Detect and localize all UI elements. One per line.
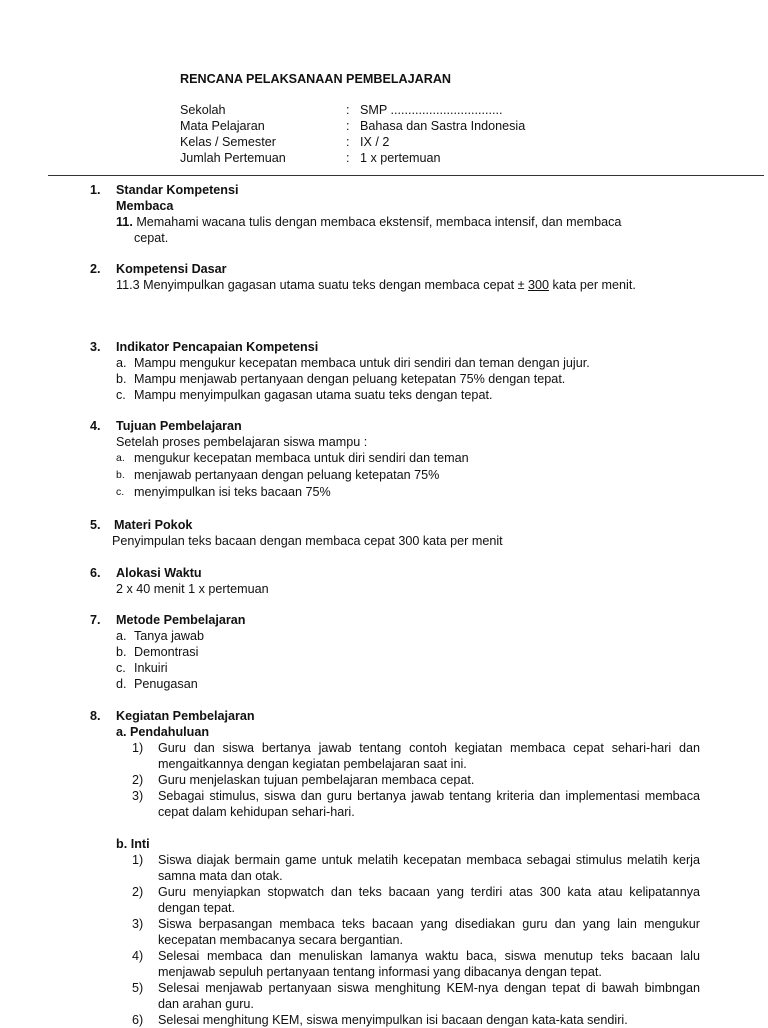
list-text: Mampu menyimpulkan gagasan utama suatu teks dengan tepat. [134, 388, 493, 402]
text-post: kata per menit. [549, 278, 636, 292]
section-heading [90, 261, 700, 277]
section-number: 5. [90, 518, 101, 532]
step-number: 6) [132, 1013, 144, 1027]
section-title: Standar Kompetensi [116, 183, 239, 197]
section-heading [90, 182, 700, 198]
step-item [90, 740, 700, 772]
section-number: 4. [90, 419, 101, 433]
step-text: Selesai menjawab pertanyaan siswa menghitung KEM-nya dengan tepat di bawah bimbngan dan arahan guru. [158, 981, 700, 1011]
identity-table [180, 102, 525, 166]
list-item [90, 644, 700, 660]
step-text: Selesai membaca dan menuliskan lamanya waktu baca, siswa menutup teks bacaan lalu menjawab sepuluh pertanyaan tentang informasi yang dibacanya dengan tepat. [158, 949, 700, 979]
step-item [90, 884, 700, 916]
step-item [90, 948, 700, 980]
list-marker: b. [116, 469, 125, 481]
list-item [90, 660, 700, 676]
step-item [90, 980, 700, 1012]
info-row-kelas-semester [180, 134, 525, 150]
list-text: Mampu menjawab pertanyaan dengan peluang ketepatan 75% dengan tepat. [134, 372, 566, 386]
list-marker: a. [116, 629, 127, 643]
section-number: 1. [90, 183, 101, 197]
step-number: 1) [132, 741, 144, 755]
section-tujuan [90, 418, 700, 501]
step-number: 4) [132, 949, 144, 963]
section-standar-kompetensi [90, 182, 700, 246]
section-item [90, 214, 700, 230]
step-text: Siswa diajak bermain game untuk melatih kecepatan membaca sebagai stimulus melatih kerja samna mata dan otak. [158, 853, 700, 883]
section-materi [90, 517, 700, 549]
list-marker: c. [116, 661, 126, 675]
section-text: Penyimpulan teks bacaan dengan membaca cepat 300 kata per menit [112, 534, 503, 548]
list-item [90, 450, 700, 467]
section-number: 2. [90, 262, 101, 276]
subsection-inti-title: b. Inti [116, 837, 150, 851]
info-row-mata-pelajaran [180, 118, 525, 134]
list-text: Mampu mengukur kecepatan membaca untuk diri sendiri dan teman dengan jujur. [134, 356, 590, 370]
list-text: mengukur kecepatan membaca untuk diri sendiri dan teman [134, 451, 469, 465]
info-label: Mata Pelajaran [180, 119, 265, 133]
horizontal-divider [48, 175, 764, 176]
list-marker: b. [116, 372, 127, 386]
list-marker: c. [116, 388, 126, 402]
step-item [90, 916, 700, 948]
section-subtitle: Membaca [116, 199, 174, 213]
list-marker: c. [116, 486, 125, 498]
section-title: Tujuan Pembelajaran [116, 419, 242, 433]
section-alokasi [90, 565, 700, 597]
step-text: Sebagai stimulus, siswa dan guru bertanya jawab tentang kriteria dan implementasi membaca cepat dalam kehidupan sehari-hari. [158, 789, 700, 819]
document-title: RENCANA PELAKSANAAN PEMBELAJARAN [180, 72, 452, 86]
section-number: 3. [90, 340, 101, 354]
step-number: 5) [132, 981, 144, 995]
section-heading [90, 565, 700, 581]
list-text: menyimpulkan isi teks bacaan 75% [134, 485, 331, 499]
item-text-continuation: cepat. [134, 231, 169, 245]
section-text [90, 277, 700, 293]
step-number: 2) [132, 885, 144, 899]
section-title: Kompetensi Dasar [116, 262, 227, 276]
section-intro: Setelah proses pembelajaran siswa mampu : [116, 435, 368, 449]
section-heading [90, 708, 700, 724]
info-value: 1 x pertemuan [360, 151, 441, 165]
step-item [90, 852, 700, 884]
step-number: 3) [132, 789, 144, 803]
section-heading [90, 418, 700, 434]
info-colon: : [346, 135, 350, 149]
info-value: SMP ................................ [360, 103, 503, 117]
list-text: menjawab pertanyaan dengan peluang ketepatan 75% [134, 468, 440, 482]
list-item [90, 628, 700, 644]
step-text: Guru menjelaskan tujuan pembelajaran membaca cepat. [158, 773, 475, 787]
section-heading [90, 517, 700, 533]
section-heading [90, 339, 700, 355]
list-text: Penugasan [134, 677, 198, 691]
section-kompetensi-dasar [90, 261, 700, 293]
section-number: 8. [90, 709, 101, 723]
info-colon: : [346, 151, 350, 165]
section-indikator [90, 339, 700, 403]
text-number: 300 [528, 278, 550, 292]
info-value: IX / 2 [360, 135, 390, 149]
step-text: Selesai menghitung KEM, siswa menyimpulkan isi bacaan dengan kata-kata sendiri. [158, 1013, 628, 1027]
list-item [90, 371, 700, 387]
info-colon: : [346, 119, 350, 133]
info-label: Kelas / Semester [180, 135, 276, 149]
info-label: Sekolah [180, 103, 226, 117]
list-marker: d. [116, 677, 127, 691]
info-label: Jumlah Pertemuan [180, 151, 286, 165]
list-text: Tanya jawab [134, 629, 205, 643]
section-heading [90, 612, 700, 628]
info-colon: : [346, 103, 350, 117]
section-number: 6. [90, 566, 101, 580]
list-text: Inkuiri [134, 661, 168, 675]
section-title: Metode Pembelajaran [116, 613, 246, 627]
list-marker: a. [116, 356, 127, 370]
section-text: 2 x 40 menit 1 x pertemuan [116, 582, 269, 596]
section-title: Indikator Pencapaian Kompetensi [116, 340, 319, 354]
step-number: 2) [132, 773, 144, 787]
step-text: Guru menyiapkan stopwatch dan teks bacaan yang terdiri atas 300 kata atau kelipatannya dengan tepat. [158, 885, 700, 915]
section-title: Materi Pokok [114, 518, 193, 532]
list-item [90, 387, 700, 403]
list-item [90, 676, 700, 692]
section-title: Kegiatan Pembelajaran [116, 709, 255, 723]
text-pre: 11.3 Menyimpulkan gagasan utama suatu teks dengan membaca cepat ± [116, 278, 529, 292]
item-text: Memahami wacana tulis dengan membaca ekstensif, membaca intensif, dan membaca [136, 215, 622, 229]
item-number: 11. [116, 215, 133, 229]
list-marker: a. [116, 452, 125, 464]
step-item [90, 1012, 700, 1028]
section-number: 7. [90, 613, 101, 627]
section-title: Alokasi Waktu [116, 566, 202, 580]
list-item [90, 355, 700, 371]
list-marker: b. [116, 645, 127, 659]
info-row-jumlah-pertemuan [180, 150, 525, 166]
step-number: 1) [132, 853, 144, 867]
subsection-pendahuluan-title: a. Pendahuluan [116, 725, 210, 739]
info-row-sekolah [180, 102, 525, 118]
step-item [90, 772, 700, 788]
step-text: Guru dan siswa bertanya jawab tentang contoh kegiatan membaca cepat sehari-hari dan mengaitkannya dengan kegiatan pembelajaran saat ini. [158, 741, 700, 771]
list-text: Demontrasi [134, 645, 199, 659]
section-kegiatan [90, 708, 700, 1028]
list-item [90, 484, 700, 501]
list-item [90, 467, 700, 484]
step-text: Siswa berpasangan membaca teks bacaan yang disediakan guru dan yang lain mengukur kecepatan membacanya secara bergantian. [158, 917, 700, 947]
section-metode [90, 612, 700, 692]
step-number: 3) [132, 917, 144, 931]
info-value: Bahasa dan Sastra Indonesia [360, 119, 526, 133]
step-item [90, 788, 700, 820]
